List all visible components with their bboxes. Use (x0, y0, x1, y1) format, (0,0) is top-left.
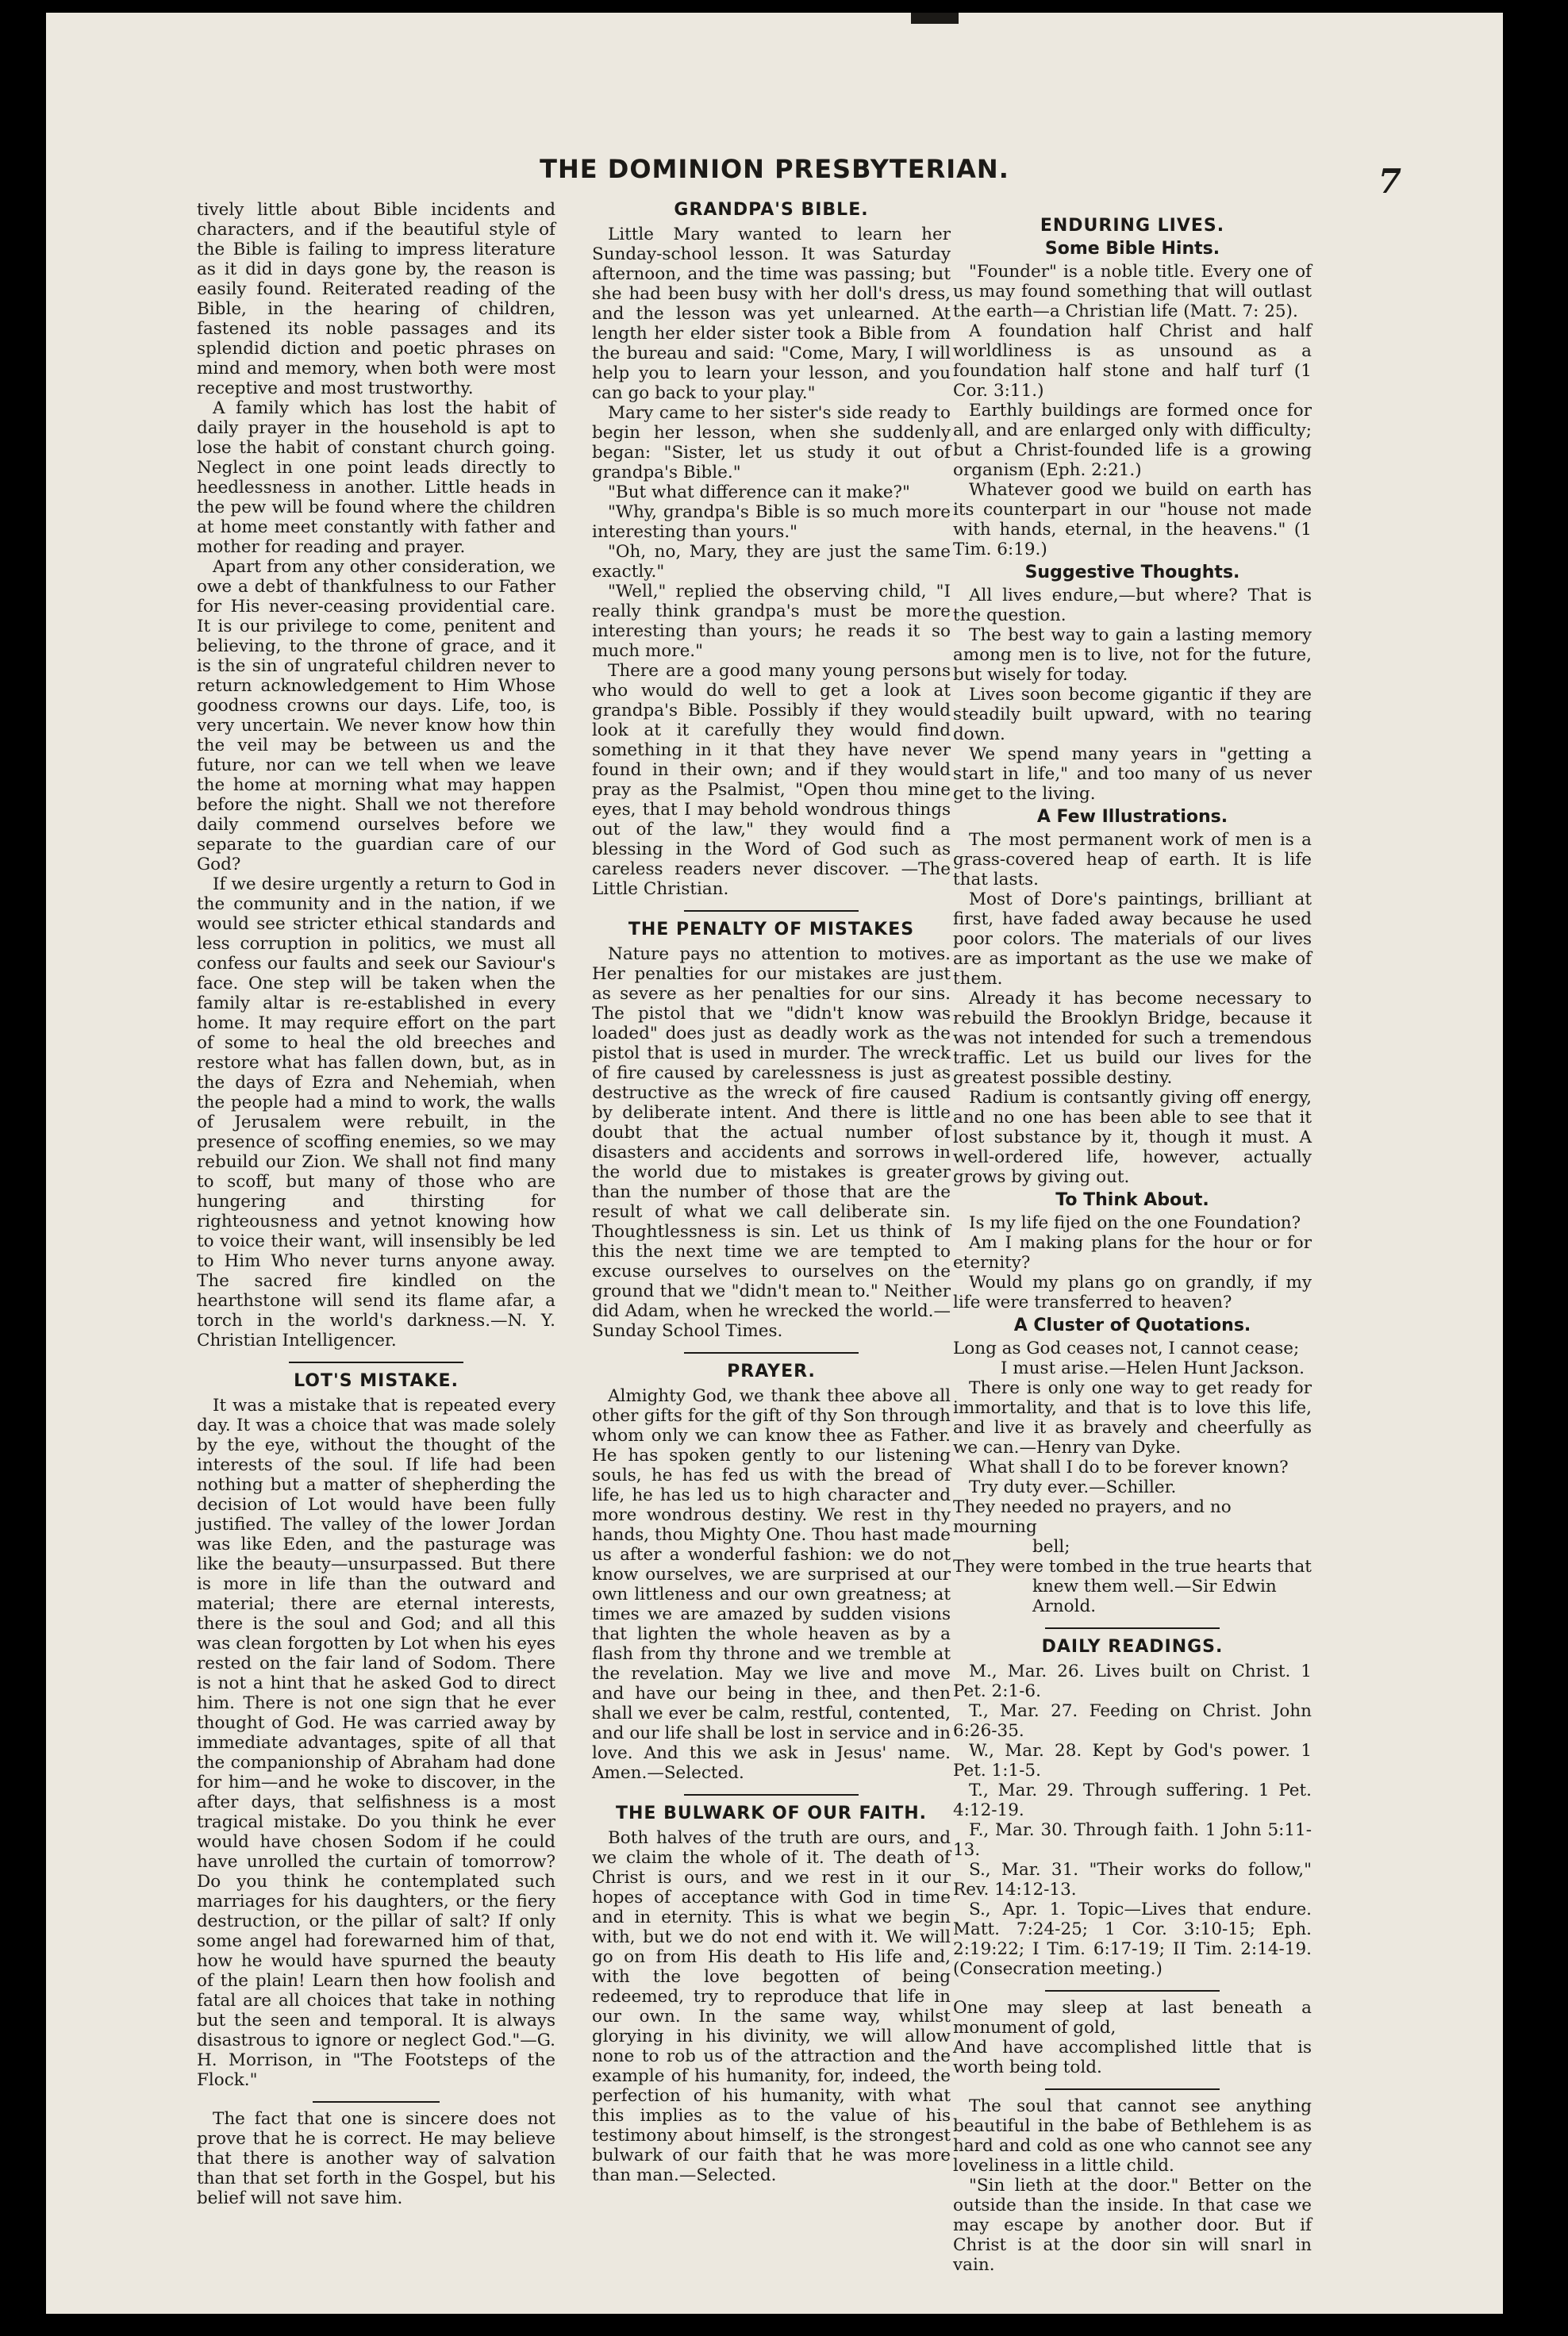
article-subtitle-bible-hints: Some Bible Hints. (1044, 239, 1220, 259)
article-title-prayer: PRAYER. (727, 1362, 816, 1381)
quote-line: knew them well.—Sir Edwin Arnold. (1032, 1577, 1277, 1616)
paragraph: Earthly buildings are formed once for all, and are enlarged only with difficulty; but a Christ-founded life is a growing organism (Eph. 2:21.) (953, 401, 1312, 480)
paragraph: Both halves of the truth are ours, and we claim the whole of it. The death of Christ is ours, and we rest in it our hopes of acceptance with God in time and in eternity. This is what we begin with, but we do not end with it. We will go on from His death to His life and, with the love begotten of being redeemed, try to reproduce that life in our own. In the same way, whilst glorying in his divinity, we will allow none to rob us of the attraction and the example of his humanity, for, indeed, the perfection of his humanity, with what this implies as to the value of his testimony about himself, is the strongest bulwark of our faith that he was more than man.—Selected. (592, 1828, 951, 2185)
column-1 (197, 200, 555, 2223)
page-number: 7 (1378, 162, 1401, 201)
divider (1045, 1990, 1220, 1992)
reading-item: M., Mar. 26. Lives built on Christ. 1 Pet. 2:1-6. (953, 1662, 1312, 1701)
article-title-lots-mistake: LOT'S MISTAKE. (294, 1371, 459, 1391)
reading-item: S., Mar. 31. "Their works do follow," Rev. 14:12-13. (953, 1860, 1312, 1900)
article-title-bulwark: THE BULWARK OF OUR FAITH. (615, 1804, 928, 1823)
paragraph: "But what difference can it make?" (608, 482, 910, 502)
paragraph: Already it has become necessary to rebuild the Brooklyn Bridge, because it was not intended for such a tremendous traffic. Let us build our lives for the greatest possible destiny. (953, 989, 1312, 1088)
reading-item: S., Apr. 1. Topic—Lives that endure. Matt. 7:24-25; 1 Cor. 3:10-15; Eph. 2:19:22; I Tim. 6:17-19; II Tim. 2:14-19. (Consecration meeting.) (953, 1900, 1312, 1979)
divider (1045, 1627, 1220, 1629)
paragraph: Whatever good we build on earth has its counterpart in our "house not made with hands, eternal, in the heavens." (1 Tim. 6:19.) (953, 480, 1312, 559)
section-title-quotations: A Cluster of Quotations. (1013, 1316, 1251, 1335)
paragraph: "Oh, no, Mary, they are just the same exactly." (592, 542, 951, 582)
paragraph: Radium is contsantly giving off energy, and no one has been able to see that it lost substance by it, though it must. A well-ordered life, however, actually grows by giving out. (953, 1088, 1312, 1187)
quote-line: bell; (1032, 1537, 1070, 1557)
divider (1045, 2088, 1220, 2090)
divider (684, 910, 859, 912)
paragraph: A foundation half Christ and half worldliness is as unsound as a foundation half stone and half turf (1 Cor. 3:11.) (953, 321, 1312, 401)
quote-line: There is only one way to get ready for immortality, and that is to love this life, and live it as bravely and cheerfully as we can.—Henry van Dyke. (953, 1378, 1312, 1458)
paragraph: "Founder" is a noble title. Every one of us may found something that will outlast the earth—a Christian life (Matt. 7: 25). (953, 262, 1312, 321)
paragraph: If we desire urgently a return to God in the community and in the nation, if we would see stricter ethical standards and less corruption in politics, we must all confess our faults and seek our Saviour's face. One step will be taken when the family altar is re-established in every home. It may require effort on the part of some to heal the old breeches and restore what has fallen down, but, as in the days of Ezra and Nehemiah, when the people had a mind to work, the walls of Jerusalem were rebuilt, in the presence of scoffing enemies, so we may rebuild our Zion. We shall not find many to scoff, but many of those who are hungering and thirsting for righteousness and yetnot knowing how to voice their want, will insensibly be led to Him Who never turns anyone away. The sacred fire kindled on the hearthstone will send its flame afar, a torch in the world's darkness.—N. Y. Christian Intelligencer. (197, 874, 555, 1350)
paragraph: It was a mistake that is repeated every day. It was a choice that was made solely by the eye, without the thought of the interests of the soul. If life had been nothing but a matter of shepherding the decision of Lot would have been fully justified. The valley of the lower Jordan was like Eden, and the pasturage was like the beauty—unsurpassed. But there is more in life than the outward and material; there are eternal interests, there is the soul and God; and all this was clean forgotten by Lot when his eyes rested on the fair land of Sodom. There is not a hint that he asked God to direct him. There is not one sign that he ever thought of God. He was carried away by immediate advantages, spite of all that the companionship of Abraham had done for him—and he woke to discover, in the after days, that selfishness is a most tragical mistake. Do you think he ever would have chosen Sodom if he could have unrolled the curtain of tomorrow? Do you think he contemplated such marriages for his daughters, or the fiery destruction, or the pillar of salt? If only some angel had forewarned him of that, how he would have spurned the beauty of the plain! Learn then how foolish and fatal are all choices that take in nothing but the seen and temporal. It is always disastrous to ignore or neglect God."—G. H. Morrison, in "The Footsteps of the Flock." (197, 1396, 555, 2090)
section-title-suggestive: Suggestive Thoughts. (1024, 563, 1240, 582)
verse-line: And have accomplished little that is worth being told. (953, 2038, 1312, 2077)
paragraph: We spend many years in "getting a start in life," and too many of us never get to the living. (953, 744, 1312, 804)
paragraph: Mary came to her sister's side ready to begin her lesson, when she suddenly began: "Sister, let us study it out of grandpa's Bible." (592, 403, 951, 482)
paragraph: The fact that one is sincere does not prove that he is correct. He may believe that there is another way of salvation than that set forth in the Gospel, but his belief will not save him. (197, 2109, 555, 2208)
column-3 (953, 200, 1312, 2275)
quote-line: Try duty ever.—Schiller. (969, 1477, 1177, 1497)
print-artifact (911, 13, 959, 24)
article-title-penalty: THE PENALTY OF MISTAKES (628, 920, 915, 939)
quote-line: They were tombed in the true hearts that (953, 1557, 1312, 1577)
quote-line: What shall I do to be forever known? (969, 1458, 1289, 1477)
column-2 (592, 200, 951, 2223)
verse-line: One may sleep at last beneath a monument of gold, (953, 1998, 1312, 2038)
divider (684, 1794, 859, 1796)
quote-line: I must arise.—Helen Hunt Jackson. (1001, 1358, 1305, 1378)
paragraph: "Sin lieth at the door." Better on the outside than the inside. In that case we may escape by another door. But if Christ is at the door sin will snarl in vain. (953, 2176, 1312, 2275)
paragraph: The best way to gain a lasting memory among men is to live, not for the future, but wisely for today. (953, 625, 1312, 685)
quote-line: They needed no prayers, and no mourning (953, 1497, 1232, 1537)
newspaper-page (46, 13, 1503, 2314)
reading-item: T., Mar. 29. Through suffering. 1 Pet. 4:12-19. (953, 1781, 1312, 1820)
reading-item: W., Mar. 28. Kept by God's power. 1 Pet. 1:1-5. (953, 1741, 1312, 1781)
paragraph: "Well," replied the observing child, "I really think grandpa's must be more interesting than yours; he reads it so much more." (592, 582, 951, 661)
paragraph: Lives soon become gigantic if they are steadily built upward, with no tearing down. (953, 685, 1312, 744)
section-title-illustrations: A Few Illustrations. (1036, 807, 1228, 827)
divider (684, 1352, 859, 1354)
paragraph: A family which has lost the habit of daily prayer in the household is apt to lose the habit of constant church going. Neglect in one point leads directly to heedlessness in another. Little heads in the pew will be found where the children at home meet constantly with father and mother for reading and prayer. (197, 398, 555, 557)
paragraph: Most of Dore's paintings, brilliant at first, have faded away because he used poor colors. The materials of our lives are as important as the use we make of them. (953, 889, 1312, 989)
paragraph: Is my life fijed on the one Foundation? (969, 1213, 1301, 1233)
article-title-enduring: ENDURING LIVES. (1040, 216, 1225, 236)
paragraph: Would my plans go on grandly, if my life were transferred to heaven? (953, 1273, 1312, 1312)
quote-line: Long as God ceases not, I cannot cease; (953, 1339, 1300, 1358)
paragraph: The soul that cannot see anything beautiful in the babe of Bethlehem is as hard and cold as one who cannot see any loveliness in a little child. (953, 2096, 1312, 2176)
article-title-readings: DAILY READINGS. (1041, 1637, 1224, 1657)
article-title-grandpas-bible: GRANDPA'S BIBLE. (674, 200, 869, 220)
reading-item: F., Mar. 30. Through faith. 1 John 5:11-13. (953, 1820, 1312, 1860)
paragraph: Little Mary wanted to learn her Sunday-school lesson. It was Saturday afternoon, and the time was passing; but she had been busy with her doll's dress, and the lesson was yet unlearned. At length her elder sister took a Bible from the bureau and said: "Come, Mary, I will help you to learn your lesson, and you can go back to your play." (592, 225, 951, 403)
paragraph: There are a good many young persons who would do well to get a look at grandpa's Bible. Possibly if they would look at it carefully they would find something in it that they have never found in their own; and if they would pray as the Psalmist, "Open thou mine eyes, that I may behold wondrous things out of the law," they would find a blessing in the Word of God such as careless readers never discover. —The Little Christian. (592, 661, 951, 899)
paragraph: All lives endure,—but where? That is the question. (953, 586, 1312, 625)
paragraph: Nature pays no attention to motives. Her penalties for our mistakes are just as severe as her penalties for our sins. The pistol that we "didn't know was loaded" does just as deadly work as the pistol that is used in murder. The wreck of fire caused by carelessness is just as destructive as the wreck of fire caused by deliberate intent. And there is little doubt that the actual number of disasters and accidents and sorrows in the world due to mistakes is greater than the number of those that are the result of what we call deliberate sin. Thoughtlessness is sin. Let us think of this the next time we are tempted to excuse ourselves to ourselves on the ground that we "didn't mean to." Neither did Adam, when he wrecked the world.—Sunday School Times. (592, 944, 951, 1341)
divider (289, 1362, 463, 1363)
paragraph: Almighty God, we thank thee above all other gifts for the gift of thy Son through whom only we can know thee as Father. He has spoken gently to our listening souls, he has fed us with the bread of life, he has led us to high character and more wondrous destiny. We rest in thy hands, thou Mighty One. Thou hast made us after a wonderful fashion: we do not know ourselves, we are surprised at our own littleness and our own greatness; at times we are amazed by sudden visions that lighten the whole heaven as by a flash from thy throne and we tremble at the revelation. May we live and move and have our being in thee, and then shall we ever be calm, restful, contented, and our life shall be lost in service and in love. And this we ask in Jesus' name. Amen.—Selected. (592, 1386, 951, 1783)
paragraph: tively little about Bible incidents and characters, and if the beautiful style of the Bible is failing to impress literature as it did in days gone by, the reason is easily found. Reiterated reading of the Bible, in the hearing of children, fastened its noble passages and its splendid diction and poetic phrases on mind and memory, when both were most receptive and most trustworthy. (197, 200, 555, 398)
reading-item: T., Mar. 27. Feeding on Christ. John 6:26-35. (953, 1701, 1312, 1741)
section-title-think: To Think About. (1055, 1190, 1209, 1210)
paragraph: Am I making plans for the hour or for eternity? (953, 1233, 1312, 1273)
paragraph: Apart from any other consideration, we owe a debt of thankfulness to our Father for His never-ceasing providential care. It is our privilege to come, penitent and believing, to the throne of grace, and it is the sin of ungrateful children never to return acknowledgement to Him Whose goodness crowns our days. Life, too, is very uncertain. We never know how thin the veil may be between us and the future, nor can we tell when we leave the home at morning what may happen before the night. Shall we not therefore daily commend ourselves before we separate to the guardian care of our God? (197, 557, 555, 874)
paragraph: The most permanent work of men is a grass-covered heap of earth. It is life that lasts. (953, 830, 1312, 889)
paragraph: "Why, grandpa's Bible is so much more interesting than yours." (592, 502, 951, 542)
page-header: THE DOMINION PRESBYTERIAN. (540, 154, 1009, 184)
divider (313, 2101, 440, 2103)
